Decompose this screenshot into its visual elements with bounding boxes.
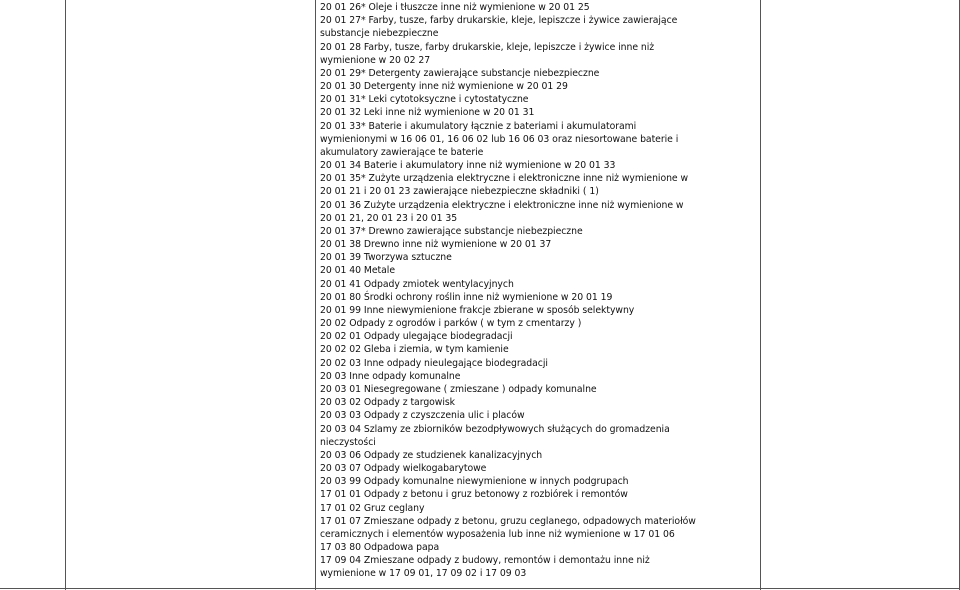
list-item: 20 01 29* Detergenty zawierające substancje niebezpieczne: [320, 67, 600, 79]
list-item: 20 02 01 Odpady ulegające biodegradacji: [320, 331, 513, 343]
list-item: substancje niebezpieczne: [320, 28, 439, 40]
list-item: 20 02 03 Inne odpady nieulegające biodegradacji: [320, 357, 548, 369]
list-item: 20 03 07 Odpady wielkogabarytowe: [320, 463, 487, 475]
list-item: 20 01 80 Środki ochrony roślin inne niż wymienione w 20 01 19: [320, 291, 613, 303]
list-item: 20 01 36 Zużyte urządzenia elektryczne i elektroniczne inne niż wymienione w: [320, 199, 684, 211]
list-item: 20 03 02 Odpady z targowisk: [320, 397, 456, 409]
list-item: 20 01 35* Zużyte urządzenia elektryczne i elektroniczne inne niż wymienione w: [320, 173, 689, 185]
list-item: 20 01 41 Odpady zmiotek wentylacyjnych: [320, 278, 514, 290]
list-item: wymienione w 17 09 01, 17 09 02 i 17 09 03: [320, 568, 527, 580]
list-item: 20 01 26* Oleje i tłuszcze inne niż wymienione w 20 01 25: [320, 2, 590, 13]
list-item: 17 09 04 Zmieszane odpady z budowy, remontów i demontażu inne niż: [320, 555, 650, 567]
list-item: 17 03 80 Odpadowa papa: [320, 542, 440, 554]
list-item: 20 01 37* Drewno zawierające substancje niebezpieczne: [320, 225, 583, 237]
list-item: 20 01 32 Leki inne niż wymienione w 20 01 31: [320, 107, 535, 119]
column-divider: [65, 0, 66, 590]
waste-code-list: [320, 1, 760, 581]
list-item: wymienione w 20 02 27: [320, 54, 431, 66]
list-item: 20 01 99 Inne niewymienione frakcje zbierane w sposób selektywny: [320, 304, 635, 316]
list-item: 20 01 30 Detergenty inne niż wymienione w 20 01 29: [320, 81, 568, 93]
list-item: 20 03 99 Odpady komunalne niewymienione w innych podgrupach: [320, 476, 629, 488]
list-item: akumulatory zawierające te baterie: [320, 146, 484, 158]
list-item: 17 01 02 Gruz ceglany: [320, 502, 425, 514]
list-item: 17 01 01 Odpady z betonu i gruz betonowy z rozbiórek i remontów: [320, 489, 628, 501]
list-item: wymienionymi w 16 06 01, 16 06 02 lub 16 06 03 oraz niesortowane baterie i: [320, 133, 679, 145]
list-item: 20 01 33* Baterie i akumulatory łącznie z bateriami i akumulatorami: [320, 120, 637, 132]
list-item: 20 01 31* Leki cytotoksyczne i cytostatyczne: [320, 94, 529, 106]
table-bottom-border: [0, 588, 960, 589]
list-item: 20 03 03 Odpady z czyszczenia ulic i placów: [320, 410, 525, 422]
list-item: 20 01 39 Tworzywa sztuczne: [320, 252, 452, 264]
list-item: 20 01 21, 20 01 23 i 20 01 35: [320, 212, 458, 224]
list-item: 20 01 34 Baterie i akumulatory inne niż wymienione w 20 01 33: [320, 160, 616, 172]
column-divider: [760, 0, 761, 590]
list-item: 20 01 28 Farby, tusze, farby drukarskie, kleje, lepiszcze i żywice inne niż: [320, 41, 655, 53]
column-divider: [315, 0, 316, 590]
list-item: 20 01 40 Metale: [320, 265, 395, 277]
list-item: 20 03 04 Szlamy ze zbiorników bezodpływowych służących do gromadzenia: [320, 423, 670, 435]
list-item: 20 02 02 Gleba i ziemia, w tym kamienie: [320, 344, 509, 356]
list-item: 20 01 21 i 20 01 23 zawierające niebezpieczne składniki ( 1): [320, 186, 599, 198]
list-item: 20 03 Inne odpady komunalne: [320, 370, 461, 382]
list-item: 17 01 07 Zmieszane odpady z betonu, gruzu ceglanego, odpadowych materiołów: [320, 515, 696, 527]
list-item: 20 02 Odpady z ogrodów i parków ( w tym z cmentarzy ): [320, 318, 582, 330]
list-item: 20 03 01 Niesegregowane ( zmieszane ) odpady komunalne: [320, 383, 597, 395]
list-item: nieczystości: [320, 436, 376, 448]
list-item: 20 01 27* Farby, tusze, farby drukarskie, kleje, lepiszcze i żywice zawierające: [320, 15, 678, 27]
list-item: 20 01 38 Drewno inne niż wymienione w 20 01 37: [320, 239, 552, 251]
list-item: ceramicznych i elementów wyposażenia lub inne niż wymienione w 17 01 06: [320, 528, 675, 540]
list-item: 20 03 06 Odpady ze studzienek kanalizacyjnych: [320, 449, 543, 461]
